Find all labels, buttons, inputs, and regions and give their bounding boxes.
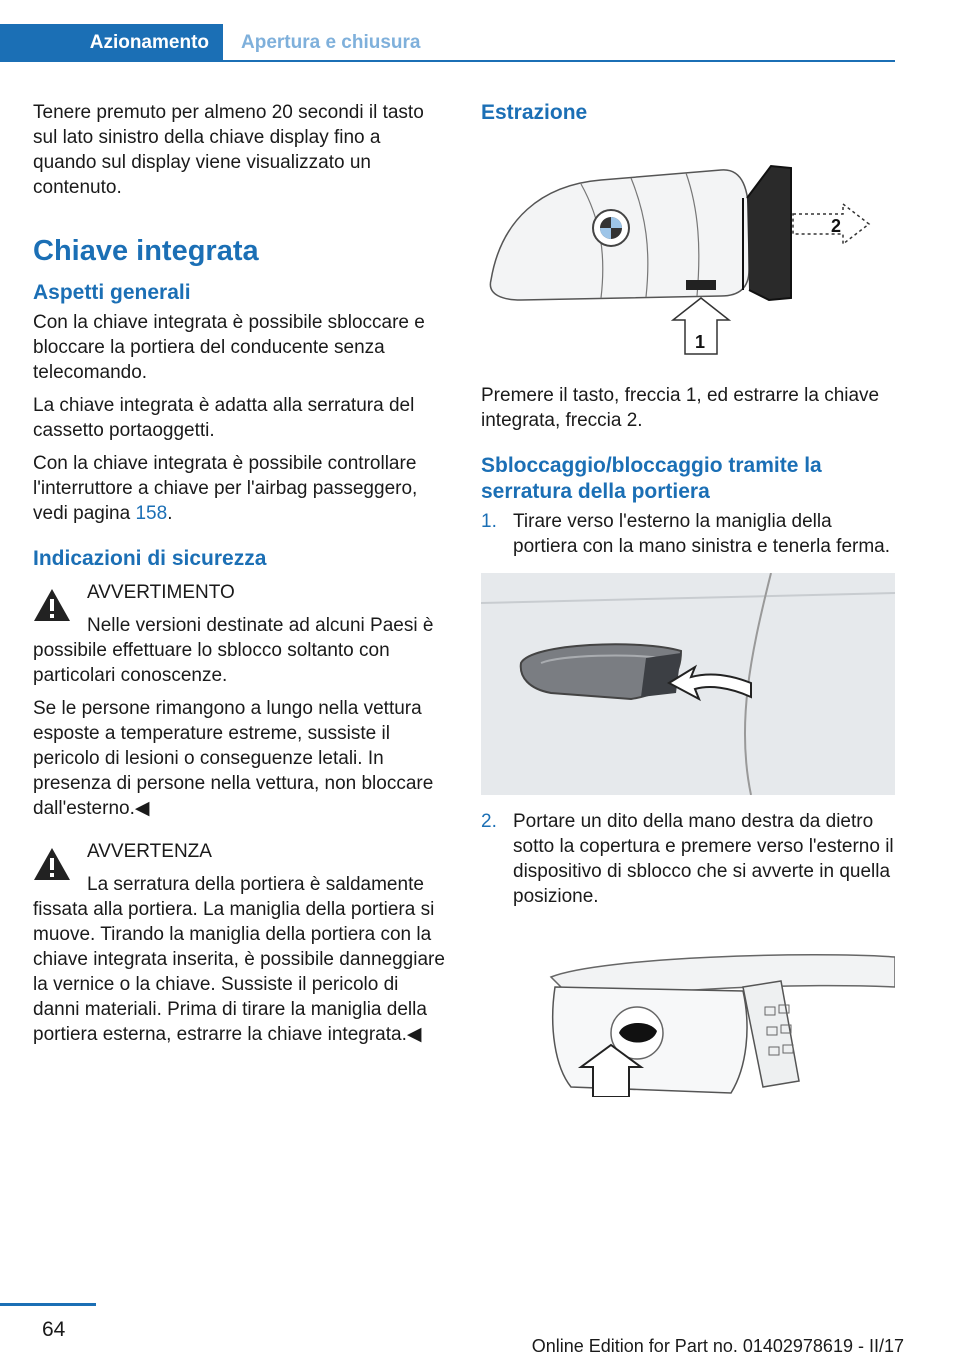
tab-azionamento[interactable]: Azionamento bbox=[0, 24, 223, 62]
page-number: 64 bbox=[42, 1318, 66, 1341]
step-1-text: Tirare verso l'esterno la maniglia della portiera con la mano sinistra e tenerla ferma. bbox=[513, 511, 891, 557]
general-paragraph-3-text: Con la chiave integrata è possibile controllare l'interruttore a chiave per l'airbag passeggero, vedi pagina bbox=[33, 453, 418, 524]
step-2 bbox=[481, 809, 895, 909]
extract-paragraph: Premere il tasto, freccia 1, ed estrarre la chiave integrata, freccia 2. bbox=[481, 385, 880, 431]
door-handle-photo bbox=[481, 573, 895, 795]
step-2-number: 2. bbox=[481, 811, 497, 832]
svg-text:1: 1 bbox=[695, 332, 706, 352]
safety-heading: Indicazioni di sicurezza bbox=[33, 547, 267, 570]
tab-apertura-chiusura[interactable]: Apertura e chiusura bbox=[241, 32, 421, 53]
lock-mechanism-illustration bbox=[481, 947, 895, 1097]
warning-triangle-icon bbox=[33, 588, 71, 622]
warning-2-body: La serratura della portiera è saldamente fissata alla portiera. La maniglia della portiera si muove. Tirando la maniglia della portiera con la chiave integrata inserita, è possibile danneggiare la vernice o la chiave. Sussiste il pericolo di danni materiali. Prima di tirare la maniglia della portiera esterna, estrarre la chiave integrata.◀ bbox=[33, 874, 445, 1045]
page-link[interactable]: 158 bbox=[135, 503, 168, 524]
door-handle-drawing bbox=[481, 573, 895, 795]
left-column bbox=[33, 100, 449, 1055]
edition-text: Online Edition for Part no. 01402978619 - II/17 bbox=[531, 1336, 904, 1356]
general-paragraph-3-end: . bbox=[167, 503, 173, 524]
warning-triangle-icon bbox=[33, 847, 71, 881]
step-2-text: Portare un dito della mano destra da dietro sotto la copertura e premere verso l'esterno il dispositivo di sblocco che si avverte in quella posizione. bbox=[513, 811, 894, 907]
warning-1-body: Nelle versioni destinate ad alcuni Paesi è possibile effettuare lo sblocco soltanto con particolari conoscenze. bbox=[33, 615, 434, 686]
warning-1-body-2: Se le persone rimangono a lungo nella vettura esposte a temperature estreme, sussiste il pericolo di lesioni o conseguenze letali. In presenza di persone nella vettura, non bloccare dall'esterno.◀ bbox=[33, 698, 434, 819]
header-rule bbox=[223, 60, 895, 62]
key-drawing bbox=[481, 140, 895, 355]
extract-heading: Estrazione bbox=[481, 101, 588, 124]
arrow-1-icon bbox=[673, 298, 729, 354]
section-title: Chiave integrata bbox=[33, 235, 259, 267]
right-column bbox=[481, 100, 895, 1097]
general-paragraph-3 bbox=[33, 451, 449, 526]
general-heading: Aspetti generali bbox=[33, 281, 191, 304]
step-1 bbox=[481, 509, 895, 559]
step-1-number: 1. bbox=[481, 511, 497, 532]
intro-paragraph: Tenere premuto per almeno 20 secondi il tasto sul lato sinistro della chiave display fino a quando sul display viene visualizzato un contenuto. bbox=[33, 102, 424, 198]
svg-text:2: 2 bbox=[831, 216, 842, 236]
lock-drawing bbox=[481, 947, 895, 1097]
general-paragraph-2: La chiave integrata è adatta alla serratura del cassetto portaoggetti. bbox=[33, 395, 415, 441]
general-paragraph-1: Con la chiave integrata è possibile sbloccare e bloccare la portiera del conducente senza telecomando. bbox=[33, 312, 425, 383]
warning-block-2 bbox=[33, 839, 449, 1047]
footer-rule bbox=[0, 1303, 96, 1306]
warning-2-title: AVVERTENZA bbox=[87, 841, 212, 862]
key-illustration bbox=[481, 140, 895, 355]
arrow-2-icon bbox=[793, 204, 869, 244]
warning-1-title: AVVERTIMENTO bbox=[87, 582, 235, 603]
warning-block-1 bbox=[33, 580, 449, 821]
unlock-heading: Sbloccaggio/bloccaggio tramite la serratura della portiera bbox=[481, 454, 822, 503]
